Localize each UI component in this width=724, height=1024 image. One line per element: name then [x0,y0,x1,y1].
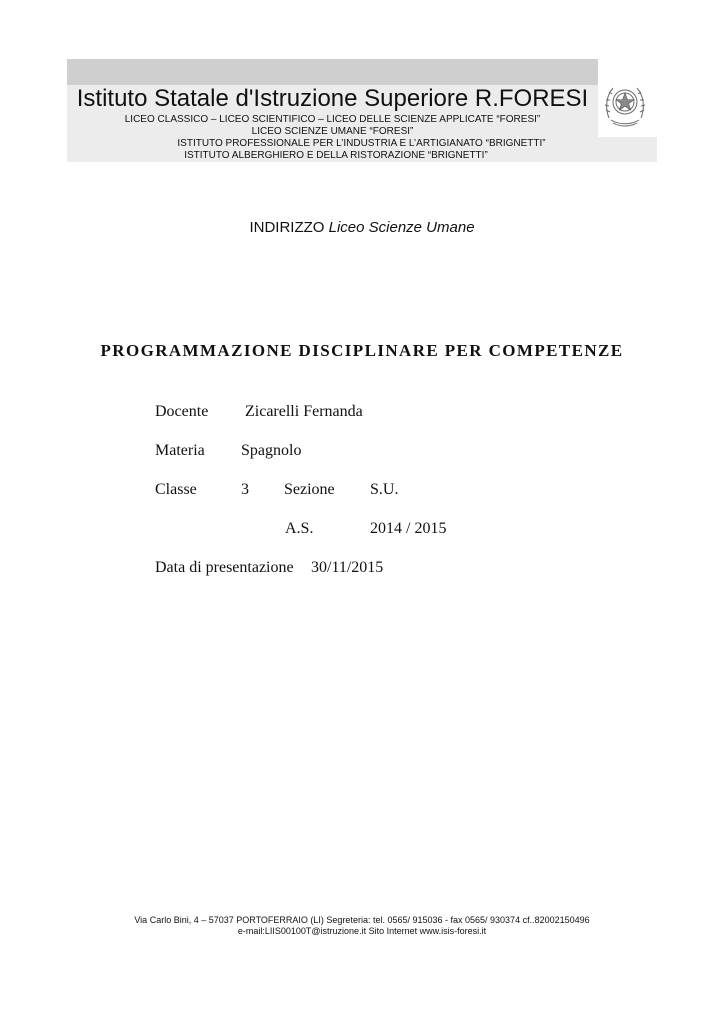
header-line-scienze-umane: LICEO SCIENZE UMANE “FORESI” [251,126,414,137]
sezione-value: S.U. [370,481,399,498]
header-line-professionale: ISTITUTO PROFESSIONALE PER L’INDUSTRIA E L’ARTIGIANATO “BRIGNETTI” [177,138,546,149]
header-line-alberghiero: ISTITUTO ALBERGHIERO E DELLA RISTORAZIONE “BRIGNETTI” [184,150,488,161]
anno-scolastico-value: 2014 / 2015 [370,520,447,537]
classe-value: 3 [241,481,249,498]
header-line-licei: LICEO CLASSICO – LICEO SCIENTIFICO – LICEO DELLE SCIENZE APPLICATE “FORESI” [124,114,541,125]
indirizzo-value: Liceo Scienze Umane [328,219,475,236]
indirizzo-label: INDIRIZZO [249,219,325,236]
document-title: PROGRAMMAZIONE DISCIPLINARE PER COMPETENZE [100,341,624,360]
footer-address: Via Carlo Bini, 4 – 57037 PORTOFERRAIO (LI) Segreteria: tel. 0565/ 915036 - fax 0565/ 930374 cf..82002150496 [134,915,590,925]
footer-contacts: e-mail:LIIS00100T@istruzione.it Sito Internet www.isis-foresi.it [237,926,487,936]
institute-name: Istituto Statale d'Istruzione Superiore R.FORESI [76,85,589,112]
indirizzo-line [0,218,724,238]
sezione-label: Sezione [284,481,335,498]
docente-label: Docente [155,403,209,420]
data-presentazione-value: 30/11/2015 [311,559,384,576]
header-band-top [67,59,598,85]
anno-scolastico-label: A.S. [285,520,314,537]
italian-republic-emblem-icon [603,78,647,130]
docente-value: Zicarelli Fernanda [245,403,363,420]
classe-label: Classe [155,481,197,498]
materia-label: Materia [155,442,205,459]
data-presentazione-label: Data di presentazione [155,559,294,576]
materia-value: Spagnolo [241,442,302,459]
